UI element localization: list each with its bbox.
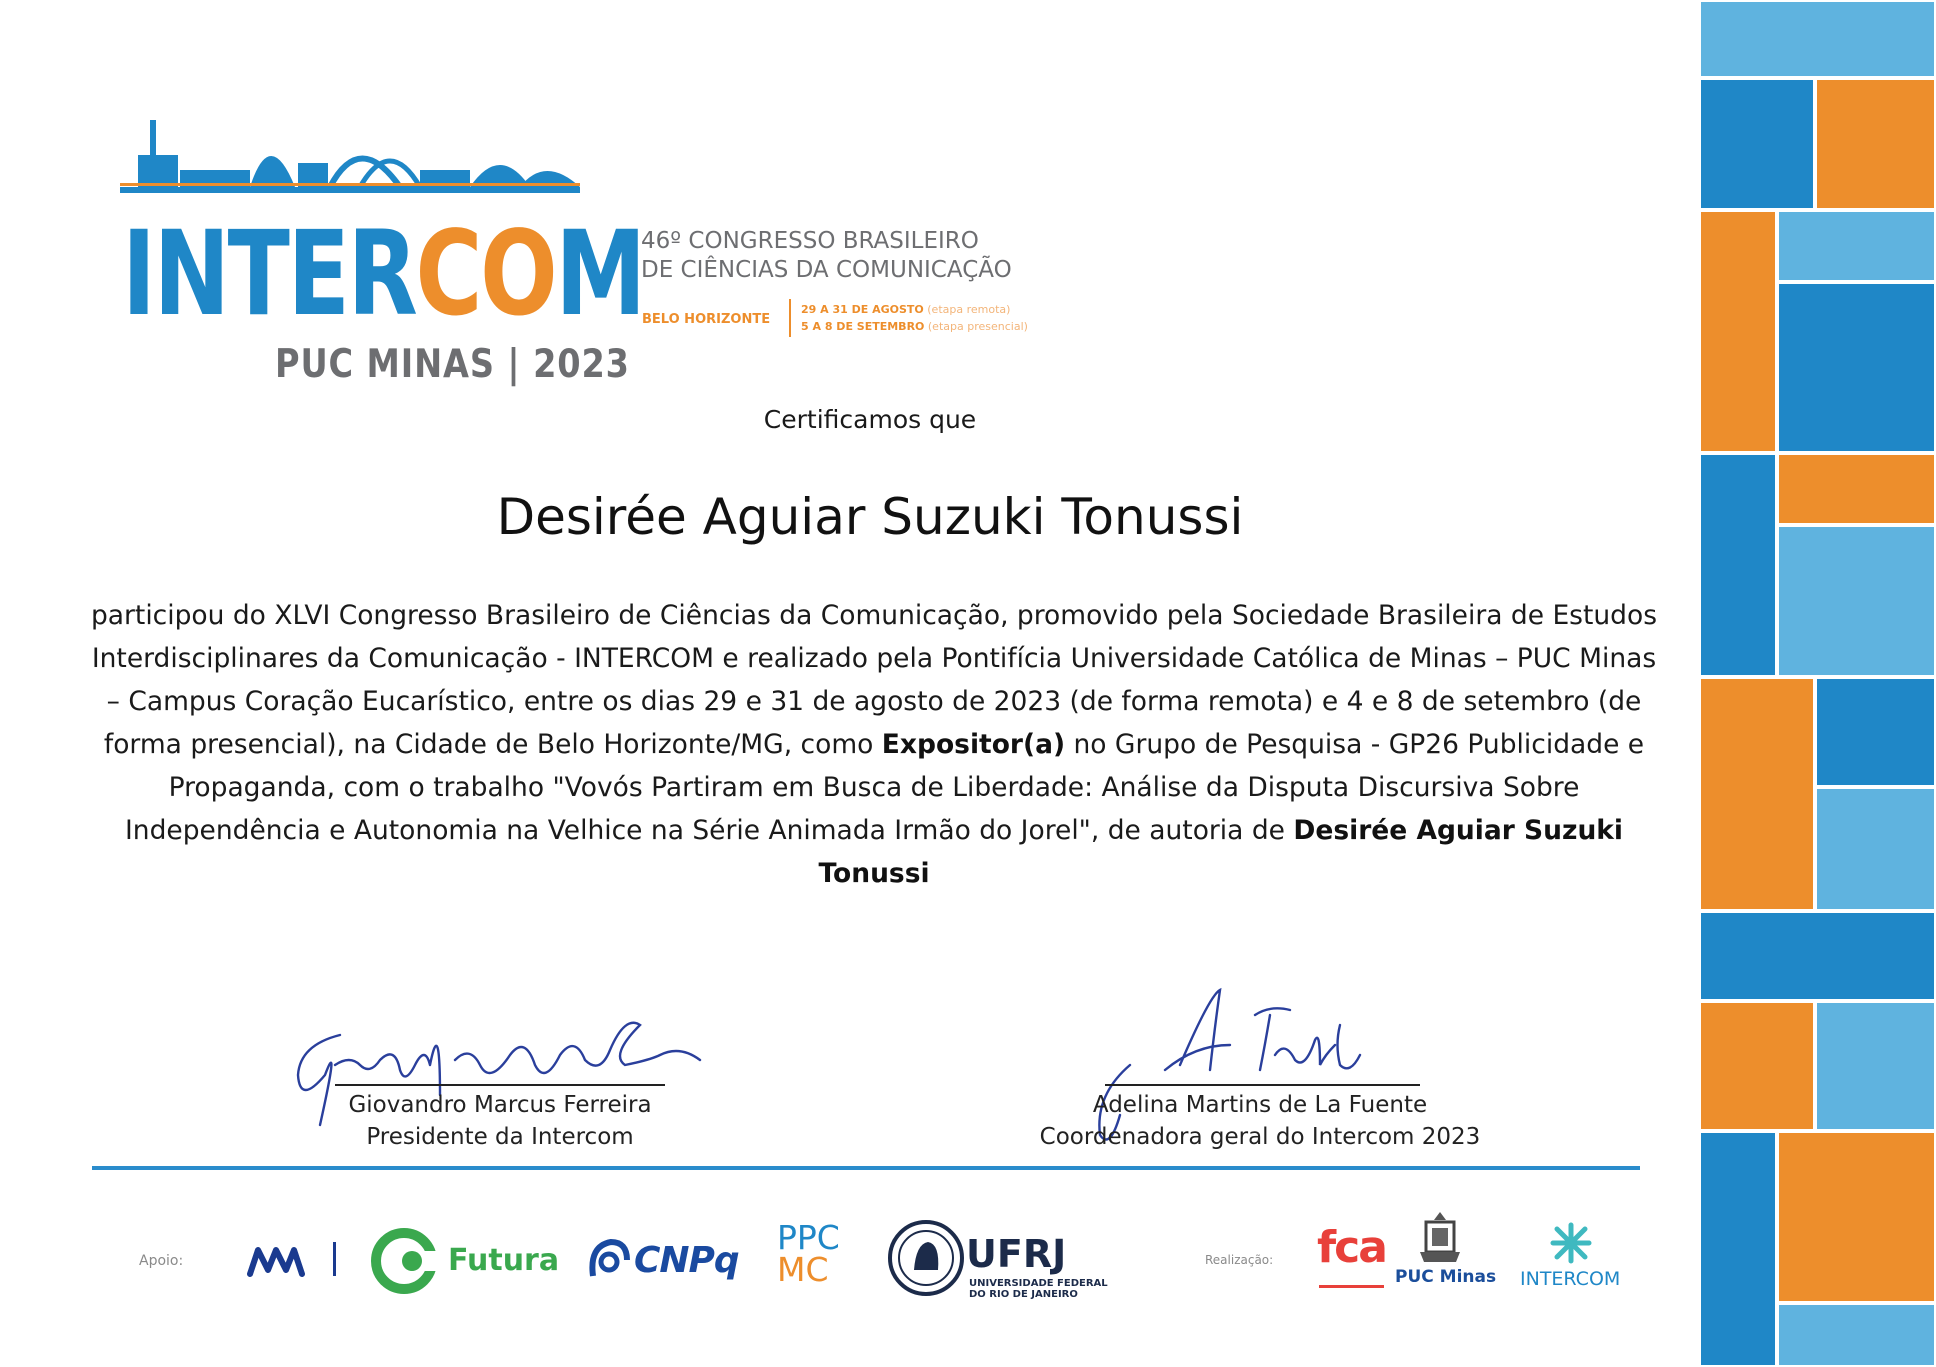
awardee-name: Desirée Aguiar Suzuki Tonussi [496,488,1244,546]
puc-minas-logo-text: PUC Minas [1395,1267,1497,1287]
author-name: Desirée Aguiar Suzuki Tonussi [818,815,1624,889]
intercom-logo [120,115,644,390]
futura-logo-icon [368,1225,440,1297]
congress-line-2: DE CIÊNCIAS DA COMUNICAÇÃO [641,257,1012,283]
cnpq-logo-icon [585,1236,631,1282]
congress-separator [789,299,791,337]
congress-dates: 29 A 31 DE AGOSTO (etapa remota) 5 A 8 DE SETEMBRO (etapa presencial) [801,303,1028,333]
sponsor-separator [333,1242,336,1276]
mm-logo-icon [246,1244,306,1280]
puc-minas-crest-icon [1412,1210,1468,1266]
intercom-wordmark: INTERCOM [122,205,644,342]
congress-title [641,227,1071,347]
puc-minas-2023: PUC MINAS | 2023 [275,342,630,387]
signature-line-1 [335,1084,665,1086]
futura-logo-text: Futura [448,1243,560,1278]
signature-block-1 [300,1089,700,1153]
intercom-small-icon [1545,1221,1597,1265]
ppcmc-logo: PPC MC [777,1218,840,1289]
cnpq-logo-text: CNPq [634,1240,739,1281]
realizacao-label: Realização: [1205,1253,1274,1267]
signer-name: Giovandro Marcus Ferreira [348,1092,652,1118]
certificate-intro: Certificamos que [763,405,977,434]
congress-line-1: 46º CONGRESSO BRASILEIRO [641,228,979,254]
city-skyline-icon [120,115,590,195]
certificate-body: participou do XLVI Congresso Brasileiro de Ciências da Comunicação, promovido pela Sociedade Brasileira de Estudos Interdisciplinares da Comunicação - INTERCOM e realizado pela Pontifícia Universidade Católica de Minas – PUC Minas – Campus Coração Eucarístico, entre os dias 29 e 31 de agosto de 2023 (de forma remota) e 4 e 8 de setembro (de forma presencial), na Cidade de Belo Horizonte/MG, como Expositor(a) no Grupo de Pesquisa - GP26 Publicidade e Propaganda, com o trabalho "Vovós Partiram em Busca de Liberdade: Análise da Disputa Discursiva Sobre Independência e Autonomia na Velhice na Série Animada Irmão do Jorel", de autoria de Desirée Aguiar Suzuki Tonussi [90,600,1658,889]
intercom-small-logo-text: INTERCOM [1520,1268,1621,1290]
participation-role: Expositor(a) [881,729,1066,760]
signer-role: Presidente da Intercom [366,1124,634,1150]
ufrj-logo-text: UFRJ [966,1232,1067,1276]
signature-block-2 [1035,1089,1485,1153]
signature-line-2 [1105,1084,1420,1086]
ufrj-subtitle: UNIVERSIDADE FEDERAL DO RIO DE JANEIRO [969,1278,1108,1300]
fca-underline [1319,1285,1384,1288]
footer-divider [92,1166,1640,1170]
apoio-label: Apoio: [139,1253,184,1269]
ufrj-seal-icon [886,1214,966,1302]
fca-logo-text: fca [1317,1222,1386,1273]
signer-name: Adelina Martins de La Fuente [1092,1092,1428,1118]
signer-role: Coordenadora geral do Intercom 2023 [1039,1124,1481,1150]
decorative-mosaic [1699,0,1936,1367]
congress-city: BELO HORIZONTE [642,312,771,327]
